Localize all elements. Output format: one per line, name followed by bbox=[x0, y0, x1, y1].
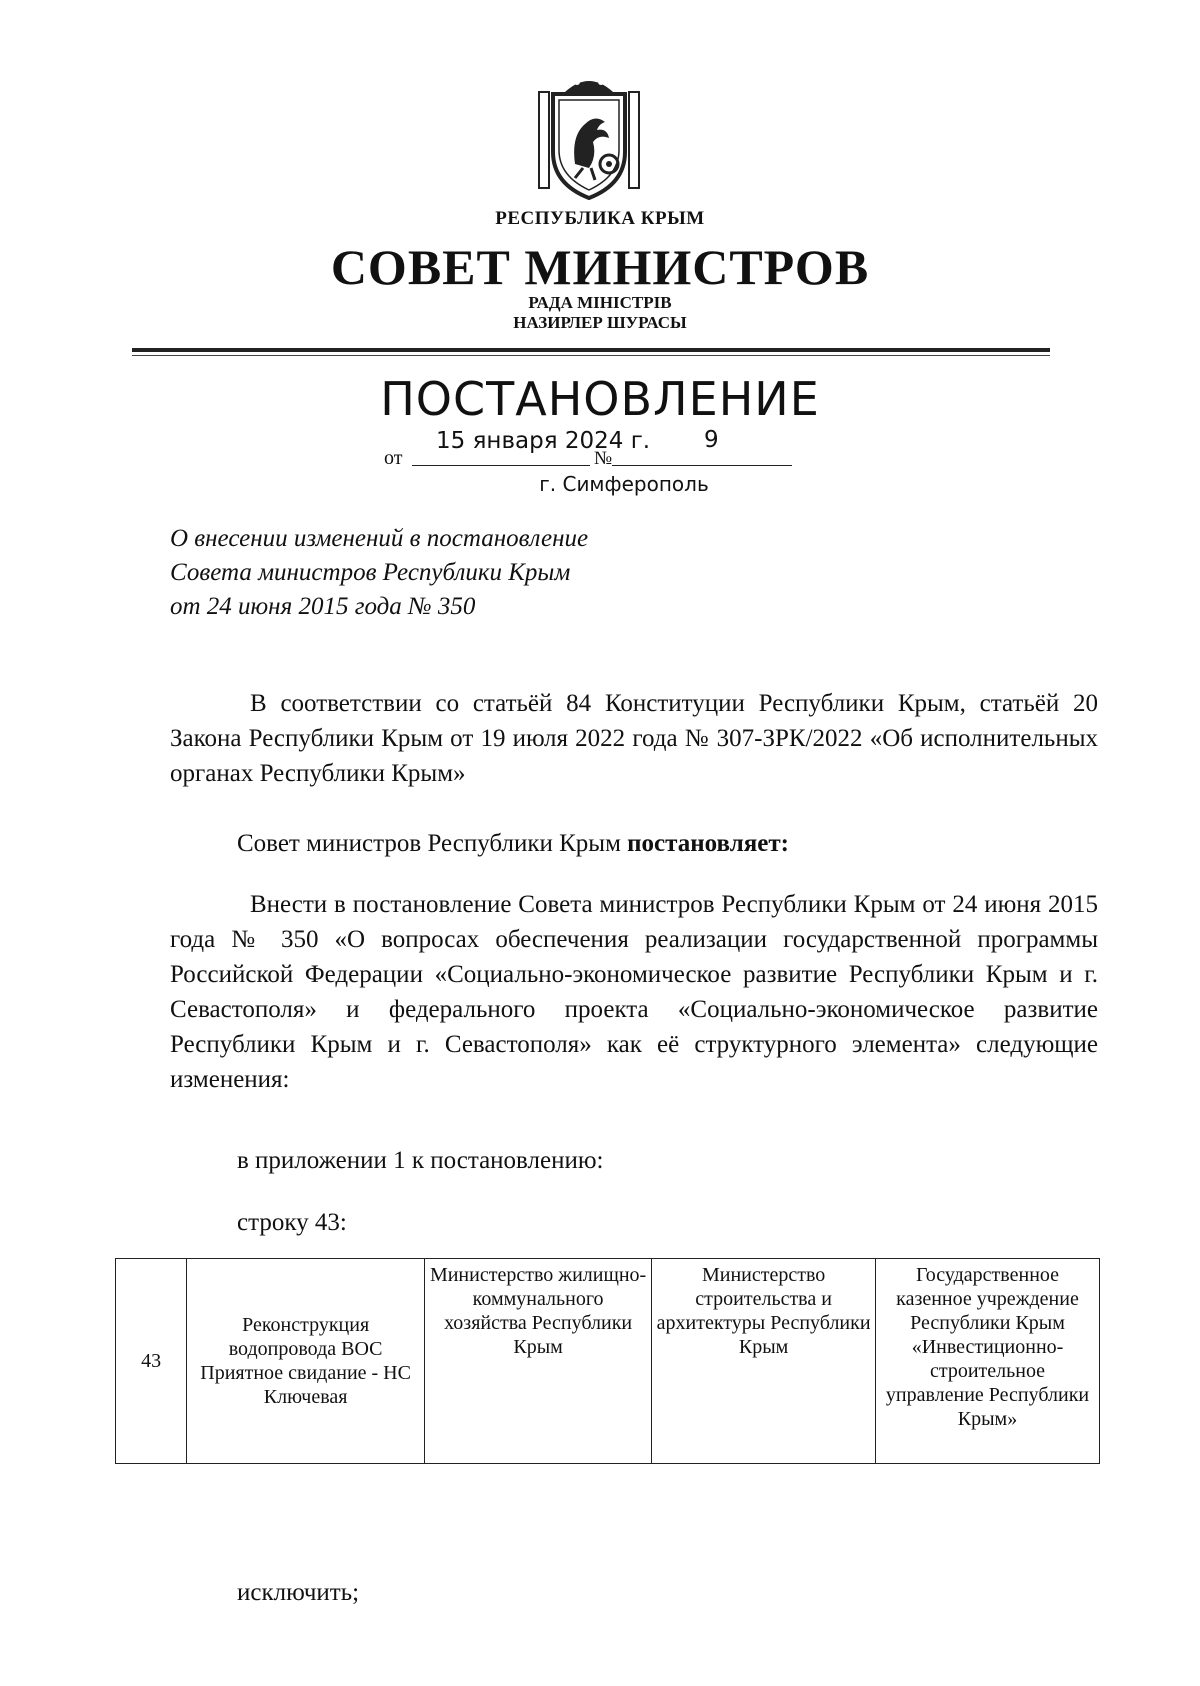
amendment-paragraph: Внести в постановление Совета министров Республики Крым от 24 июня 2015 года № 350 «О вопросах обеспечения реализации государственной программы Российской Федерации «Социально-экономическое развитие Республики Крым и г. Севастополя» и федерального проекта «Социально-экономическое развитие Республики Крым и г. Севастополя» как её структурного элемента» следующие изменения: bbox=[170, 891, 1098, 1093]
subject-line: Совета министров Республики Крым bbox=[170, 559, 571, 586]
decree-number-label: № bbox=[594, 448, 613, 469]
table-row bbox=[116, 1259, 1100, 1464]
resolves-text: Совет министров Республики Крым bbox=[237, 830, 628, 857]
decree-date: 15 января 2024 г. bbox=[436, 428, 651, 454]
customer-cell: Министерство жилищно-коммунального хозяйства Республики Крым bbox=[424, 1259, 651, 1464]
subject-line: О внесении изменений в постановление bbox=[170, 525, 589, 552]
decree-subject bbox=[170, 522, 588, 624]
republic-name: РЕСПУБЛИКА КРЫМ bbox=[495, 208, 705, 229]
object-cell: Реконструкция водопровода ВОС Приятное свидание - НС Ключевая bbox=[187, 1259, 425, 1464]
row-reference-paragraph: строку 43: bbox=[237, 1209, 347, 1236]
decree-number: 9 bbox=[704, 427, 719, 453]
decree-title: ПОСТАНОВЛЕНИЕ bbox=[380, 372, 820, 426]
date-from-label: от bbox=[384, 447, 403, 469]
number-underline bbox=[612, 465, 792, 466]
amended-row-table bbox=[115, 1258, 1100, 1464]
header-rule-thin bbox=[132, 355, 1050, 356]
header-rule-thick bbox=[132, 348, 1050, 352]
executor-cell: Государственное казенное учреждение Республики Крым «Инвестиционно-строительное управление Республики Крым» bbox=[876, 1259, 1100, 1464]
decree-city: г. Симферополь bbox=[539, 472, 709, 496]
council-name-ukrainian: РАДА МІНІСТРІВ bbox=[528, 293, 672, 312]
council-name-crimean-tatar: НАЗИРЛЕР ШУРАСЫ bbox=[513, 313, 687, 332]
subject-line: от 24 июня 2015 года № 350 bbox=[170, 593, 476, 620]
council-name: СОВЕТ МИНИСТРОВ bbox=[330, 239, 870, 295]
ministry-cell: Министерство строительства и архитектуры Республики Крым bbox=[652, 1259, 876, 1464]
resolves-paragraph bbox=[170, 826, 1098, 861]
exclude-paragraph: исключить; bbox=[237, 1579, 360, 1606]
appendix-paragraph: в приложении 1 к постановлению: bbox=[237, 1147, 604, 1174]
resolves-keyword: постановляет: bbox=[627, 830, 789, 857]
row-number-cell: 43 bbox=[116, 1259, 187, 1464]
date-underline bbox=[412, 465, 590, 466]
preamble-paragraph: В соответствии со статьёй 84 Конституции Республики Крым, статьёй 20 Закона Республики Крым от 19 июля 2022 года № 307-ЗРК/2022 «Об исполнительных органах Республики Крым» bbox=[170, 690, 1098, 787]
coat-of-arms-icon bbox=[535, 72, 643, 202]
